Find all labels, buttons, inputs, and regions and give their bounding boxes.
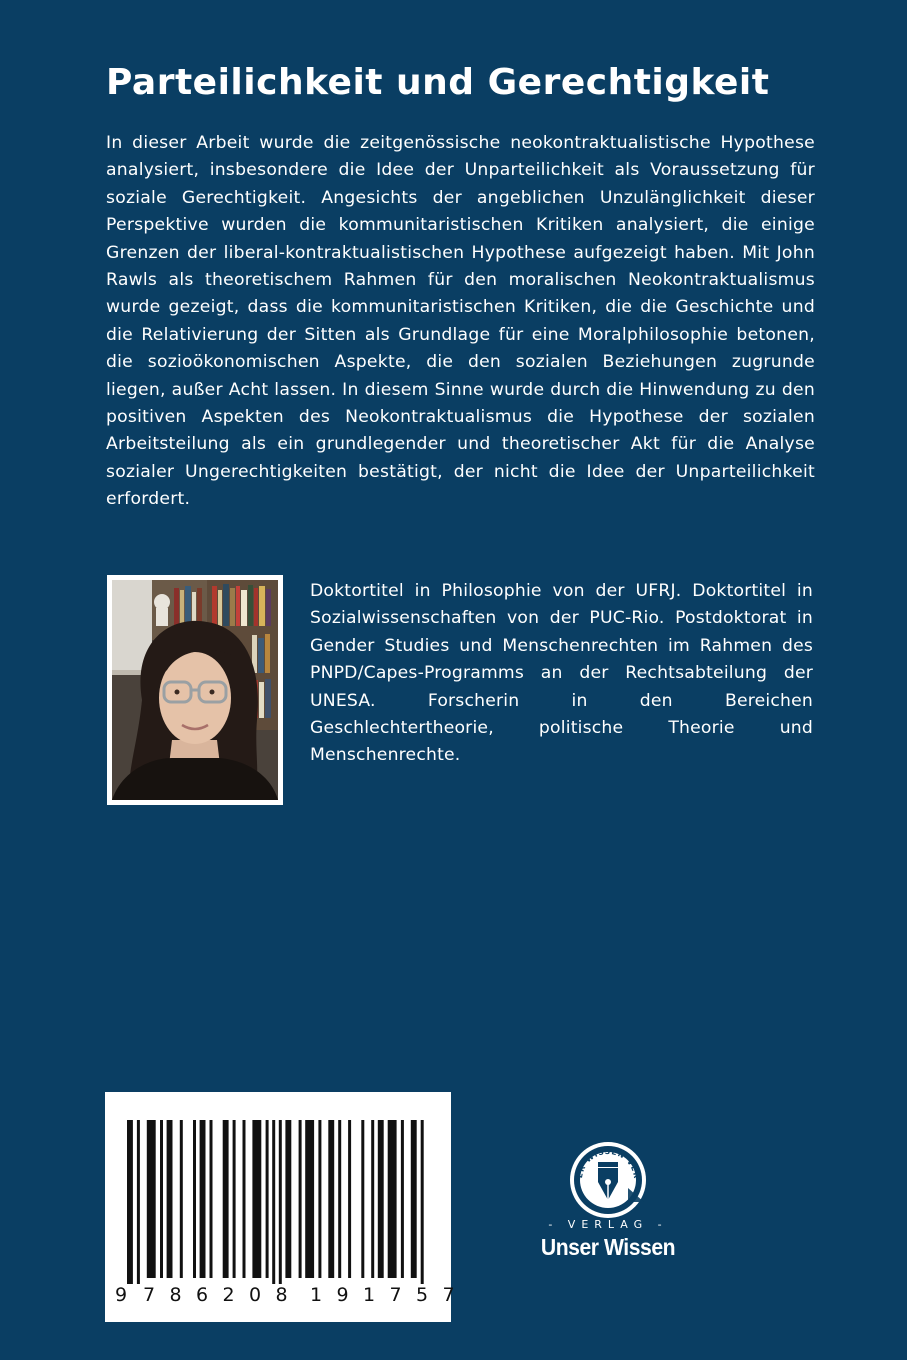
barcode-bar — [361, 1120, 364, 1278]
barcode-bar — [279, 1120, 282, 1284]
barcode-bar — [127, 1120, 133, 1284]
barcode-bar — [305, 1120, 314, 1278]
publisher-logo — [520, 1138, 696, 1268]
barcode-bar — [328, 1120, 334, 1278]
barcode-bar — [378, 1120, 384, 1278]
barcode-bar — [137, 1120, 140, 1284]
barcode-bar — [318, 1120, 321, 1278]
barcode-digit: 1 — [363, 1284, 376, 1306]
barcode-bar — [411, 1120, 417, 1278]
barcode-digit: 1 — [310, 1284, 323, 1306]
barcode-bar — [210, 1120, 213, 1278]
barcode-bar — [338, 1120, 341, 1278]
barcode-bar — [401, 1120, 404, 1278]
isbn-barcode — [105, 1092, 455, 1322]
barcode-digit: 2 — [222, 1284, 235, 1306]
barcode-bar — [200, 1120, 206, 1278]
barcode-digits — [105, 1284, 455, 1306]
publisher-seal-icon — [520, 1138, 696, 1218]
barcode-bar — [193, 1120, 196, 1278]
portrait-illustration — [112, 580, 278, 800]
barcode-digit: 8 — [169, 1284, 182, 1306]
author-bio: Doktortitel in Philosophie von der UFRJ. Doktortitel in Sozialwissenschaften von der PUC-Rio. Postdoktorat in Gender Studies und Menschenrechten im Rahmen des PNPD/Capes-Programms an der Rechtsabteilung der UNESA. Forscherin in den Bereichen Geschlechtertheorie, politische Theorie und Menschenrechte. — [310, 581, 813, 766]
barcode-bars — [105, 1092, 451, 1284]
barcode-bar — [388, 1120, 397, 1278]
barcode-bar — [180, 1120, 183, 1278]
book-title: Parteilichkeit und Gerechtigkeit — [106, 62, 770, 103]
author-photo — [107, 575, 283, 805]
barcode-bar — [285, 1120, 291, 1278]
barcode-bar — [421, 1120, 424, 1284]
barcode-bar — [160, 1120, 163, 1278]
barcode-bar — [371, 1120, 374, 1278]
barcode-bar — [252, 1120, 261, 1278]
barcode-digit: 7 — [442, 1284, 455, 1306]
barcode-digit: 6 — [196, 1284, 209, 1306]
barcode-digit: 9 — [336, 1284, 349, 1306]
barcode-digit: 7 — [389, 1284, 402, 1306]
publisher-name: Unser Wissen — [540, 1234, 676, 1260]
barcode-bar — [299, 1120, 302, 1278]
barcode-digit: 0 — [249, 1284, 262, 1306]
barcode-bar — [167, 1120, 173, 1278]
barcode-bar — [223, 1120, 229, 1278]
barcode-bar — [243, 1120, 246, 1278]
seal-arc-text: ER WISSEN VER — [574, 1146, 642, 1180]
barcode-bar — [147, 1120, 156, 1278]
barcode-digit: 5 — [416, 1284, 429, 1306]
book-abstract: In dieser Arbeit wurde die zeitgenössische neokontraktualistische Hypothese analysiert, insbesondere die Idee der Unparteilichkeit als Voraussetzung für soziale Gerechtigkeit. Angesichts der angeblichen Unzulänglichkeit dieser Perspektive wurden die kommunitaristischen Kritiken analysiert, die einige Grenzen der liberal-kontraktualistischen Hypothese aufgezeigt haben. Mit John Rawls als theoretischem Rahmen für den moralischen Neokontraktualismus wurde gezeigt, dass die kommunitaristischen Kritiken, die die Geschichte und die Relativierung der Sitten als Grundlage für eine Moralphilosophie betonen, die sozioökonomischen Aspekte, die den sozialen Beziehungen zugrunde liegen, außer Acht lassen. In diesem Sinne wurde durch die Hinwendung zu den positiven Aspekten des Neokontraktualismus die Hypothese der sozialen Arbeitsteilung als ein grundlegender und theoretischer Akt für die Analyse sozialer Ungerechtigkeiten bestätigt, der nicht die Idee der Unparteilichkeit erfordert. — [106, 133, 815, 510]
barcode-digit: 9 — [115, 1284, 128, 1306]
author-portrait-image — [112, 580, 278, 800]
barcode-bar — [272, 1120, 275, 1284]
barcode-bar — [348, 1120, 351, 1278]
barcode-bar — [233, 1120, 236, 1278]
publisher-tagline: - VERLAG - — [548, 1218, 668, 1231]
barcode-bar — [266, 1120, 269, 1278]
barcode-digit: 8 — [275, 1284, 288, 1306]
barcode-digit: 7 — [143, 1284, 156, 1306]
